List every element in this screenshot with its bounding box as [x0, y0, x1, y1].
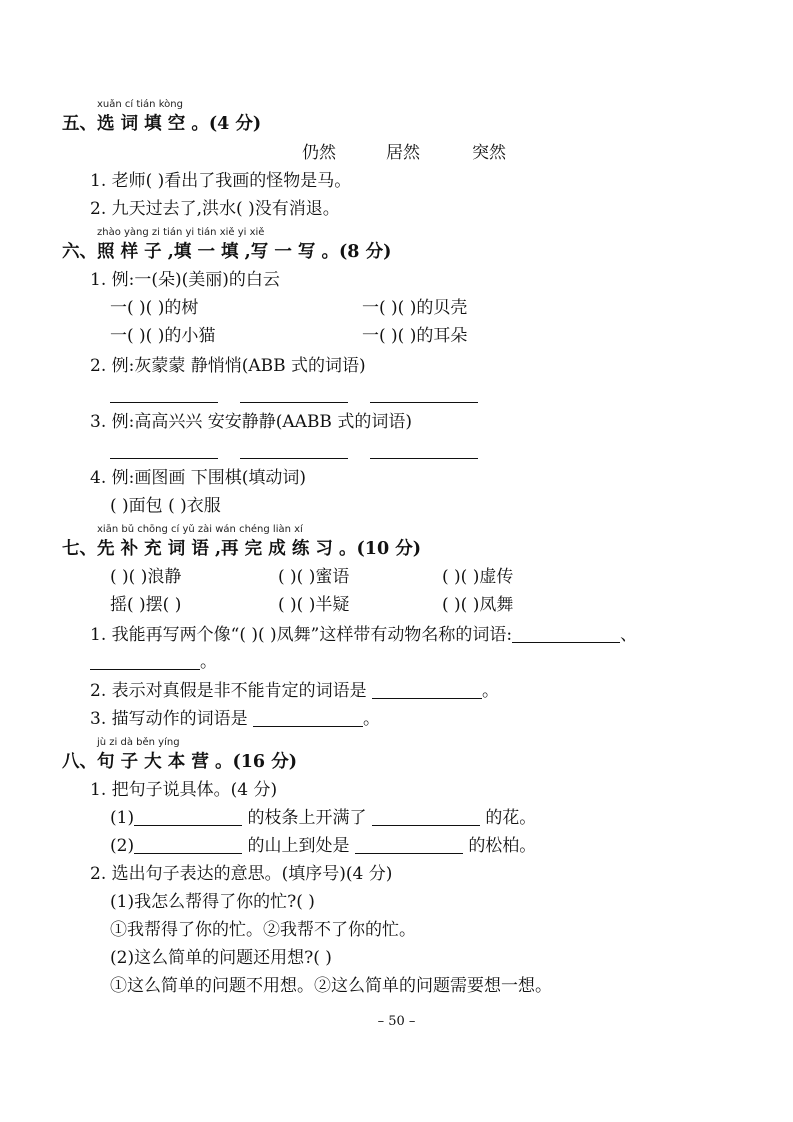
s7-idiom-4: 摇( )摆( ): [110, 595, 182, 615]
s7-heading: 七、先 补 充 词 语 ,再 完 成 练 习 。(10 分): [62, 539, 422, 559]
s6-fill-shell: 一( )( )的贝壳: [362, 298, 468, 318]
answer-line[interactable]: [90, 652, 200, 670]
s7-idiom-3: ( )( )虚传: [442, 567, 514, 587]
s6-abb-blanks: [110, 385, 478, 405]
s8-q1b-end: 的松柏。: [468, 836, 537, 856]
s7-idiom-6: ( )( )凤舞: [442, 595, 514, 615]
s8-question-2a: (1)我怎么帮得了你的忙?( ): [110, 892, 315, 912]
s8-question-2b-options: ①这么简单的问题不用想。②这么简单的问题需要想一想。: [110, 976, 552, 996]
s8-question-2a-options: ①我帮得了你的忙。②我帮不了你的忙。: [110, 920, 416, 940]
answer-line[interactable]: [134, 808, 242, 826]
s7-q3-end: 。: [363, 709, 381, 729]
s7-question-2: [90, 681, 499, 701]
s8-question-1b: [110, 836, 536, 856]
s5-question-2: 2. 九天过去了,洪水( )没有消退。: [90, 199, 340, 219]
answer-line[interactable]: [240, 385, 348, 403]
s7-q1-text: 1. 我能再写两个像“( )( )凤舞”这样带有动物名称的词语:: [90, 625, 513, 645]
answer-line[interactable]: [370, 441, 478, 459]
s7-idiom-1: ( )( )浪静: [110, 567, 182, 587]
s5-word-3: 突然: [472, 143, 506, 163]
s6-example-2: 2. 例:灰蒙蒙 静悄悄(ABB 式的词语): [90, 356, 366, 376]
s5-heading: 五、选 词 填 空 。(4 分): [62, 114, 262, 134]
answer-line[interactable]: [240, 441, 348, 459]
s8-q1a-prefix: (1): [110, 808, 135, 828]
s7-q2-end: 。: [482, 681, 500, 701]
s5-word-2: 居然: [386, 143, 420, 163]
answer-line[interactable]: [372, 681, 482, 699]
s7-question-3: [90, 709, 380, 729]
s7-q3-text: 3. 描写动作的词语是: [90, 709, 248, 729]
s6-fill-kitten: 一( )( )的小猫: [110, 326, 216, 346]
s6-aabb-blanks: [110, 441, 478, 461]
s6-example-4: 4. 例:画图画 下围棋(填动词): [90, 468, 307, 488]
s8-q1a-end: 的花。: [485, 808, 537, 828]
s6-verb-fill: ( )面包 ( )衣服: [110, 496, 221, 516]
s8-question-1: 1. 把句子说具体。(4 分): [90, 780, 278, 800]
s8-question-2b: (2)这么简单的问题还用想?( ): [110, 948, 332, 968]
answer-line[interactable]: [110, 441, 218, 459]
s6-pinyin: zhào yàng zi tián yi tián xiě yi xiě: [97, 227, 265, 238]
s7-idiom-2: ( )( )蜜语: [278, 567, 350, 587]
s6-example-3: 3. 例:高高兴兴 安安静静(AABB 式的词语): [90, 412, 412, 432]
s8-q1b-middle: 的山上到处是: [247, 836, 350, 856]
page-number: – 50 –: [377, 1014, 416, 1029]
s7-pinyin: xiān bǔ chōng cí yǔ zài wán chéng liàn xí: [97, 524, 303, 535]
s8-heading: 八、句 子 大 本 营 。(16 分): [62, 752, 297, 772]
answer-line[interactable]: [355, 836, 463, 854]
s7-idiom-5: ( )( )半疑: [278, 595, 350, 615]
answer-line[interactable]: [370, 385, 478, 403]
s6-fill-tree: 一( )( )的树: [110, 298, 199, 318]
answer-line[interactable]: [110, 385, 218, 403]
s8-question-1a: [110, 808, 536, 828]
s6-fill-ears: 一( )( )的耳朵: [362, 326, 468, 346]
s7-q1-separator: 、: [620, 625, 638, 645]
s8-q1b-prefix: (2): [110, 836, 135, 856]
s7-q1-end: 。: [200, 652, 217, 672]
s8-question-2: 2. 选出句子表达的意思。(填序号)(4 分): [90, 864, 393, 884]
answer-line[interactable]: [372, 808, 480, 826]
s5-question-1: 1. 老师( )看出了我画的怪物是马。: [90, 171, 352, 191]
s8-pinyin: jù zi dà běn yíng: [97, 737, 180, 748]
s6-heading: 六、照 样 子 ,填 一 填 ,写 一 写 。(8 分): [62, 242, 392, 262]
s7-question-1: [90, 625, 637, 645]
s5-word-1: 仍然: [302, 143, 336, 163]
s6-example-1: 1. 例:一(朵)(美丽)的白云: [90, 270, 280, 290]
answer-line[interactable]: [253, 709, 363, 727]
s8-q1a-middle: 的枝条上开满了: [247, 808, 367, 828]
answer-line[interactable]: [134, 836, 242, 854]
s7-question-1-cont: [90, 652, 217, 672]
s5-pinyin: xuǎn cí tián kòng: [97, 99, 183, 110]
answer-line[interactable]: [512, 625, 620, 643]
s7-q2-text: 2. 表示对真假是非不能肯定的词语是: [90, 681, 367, 701]
